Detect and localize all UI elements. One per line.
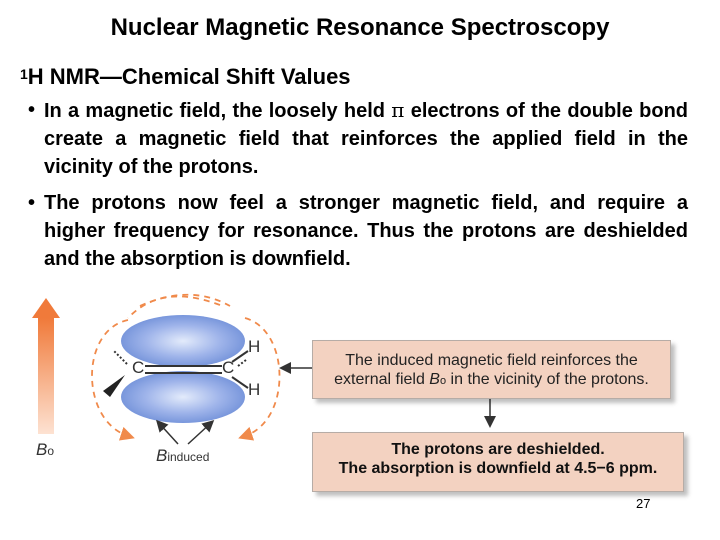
bullet-1-after: electrons of the double bond create a magnetic field that reinforces the applied field in the vicinity of the protons. bbox=[44, 100, 688, 178]
box1-line2-sub: o bbox=[439, 375, 447, 387]
box1-line2-post: in the vicinity of the protons. bbox=[446, 371, 649, 388]
induced-field-label bbox=[156, 446, 209, 466]
page-number: 27 bbox=[636, 496, 651, 511]
bullet-2-text: The protons now feel a stronger magnetic field, and require a higher frequency for resonance. Thus the protons are deshielded and the absorption is downfield. bbox=[44, 192, 688, 270]
bo-main: B bbox=[36, 440, 48, 459]
induced-label-arrows bbox=[158, 422, 212, 444]
superscript-one: 1 bbox=[20, 66, 28, 82]
subtitle-text: H NMR—Chemical Shift Values bbox=[27, 64, 351, 89]
box1-line2 bbox=[313, 370, 670, 391]
applied-field-arrow bbox=[32, 298, 60, 434]
pi-symbol: π bbox=[391, 98, 405, 122]
bullet-dot: • bbox=[28, 192, 36, 214]
slide-title: Nuclear Magnetic Resonance Spectroscopy bbox=[110, 14, 610, 41]
binduced-main: B bbox=[156, 446, 168, 465]
hydrogen-bottom-label: H bbox=[248, 380, 261, 399]
bullet-1-before: In a magnetic field, the loosely held bbox=[44, 100, 392, 122]
carbon-right-label: C bbox=[222, 358, 235, 377]
applied-field-label bbox=[36, 440, 54, 460]
deshielded-conclusion-box bbox=[312, 432, 684, 492]
bo-sub: o bbox=[47, 444, 55, 458]
hydrogen-top-label: H bbox=[248, 337, 261, 356]
induced-field-explanation-box bbox=[312, 340, 671, 399]
carbon-left-label: C bbox=[132, 358, 145, 377]
bullet-dot: • bbox=[28, 99, 36, 121]
box2-line2: The absorption is downfield at 4.5−6 ppm. bbox=[338, 460, 658, 477]
box2-line1: The protons are deshielded. bbox=[391, 441, 605, 458]
binduced-sub: induced bbox=[167, 450, 210, 464]
box1-line2-b: B bbox=[429, 371, 440, 388]
box1-line2-pre: external field bbox=[334, 371, 430, 388]
box1-line1: The induced magnetic field reinforces the bbox=[345, 352, 638, 369]
